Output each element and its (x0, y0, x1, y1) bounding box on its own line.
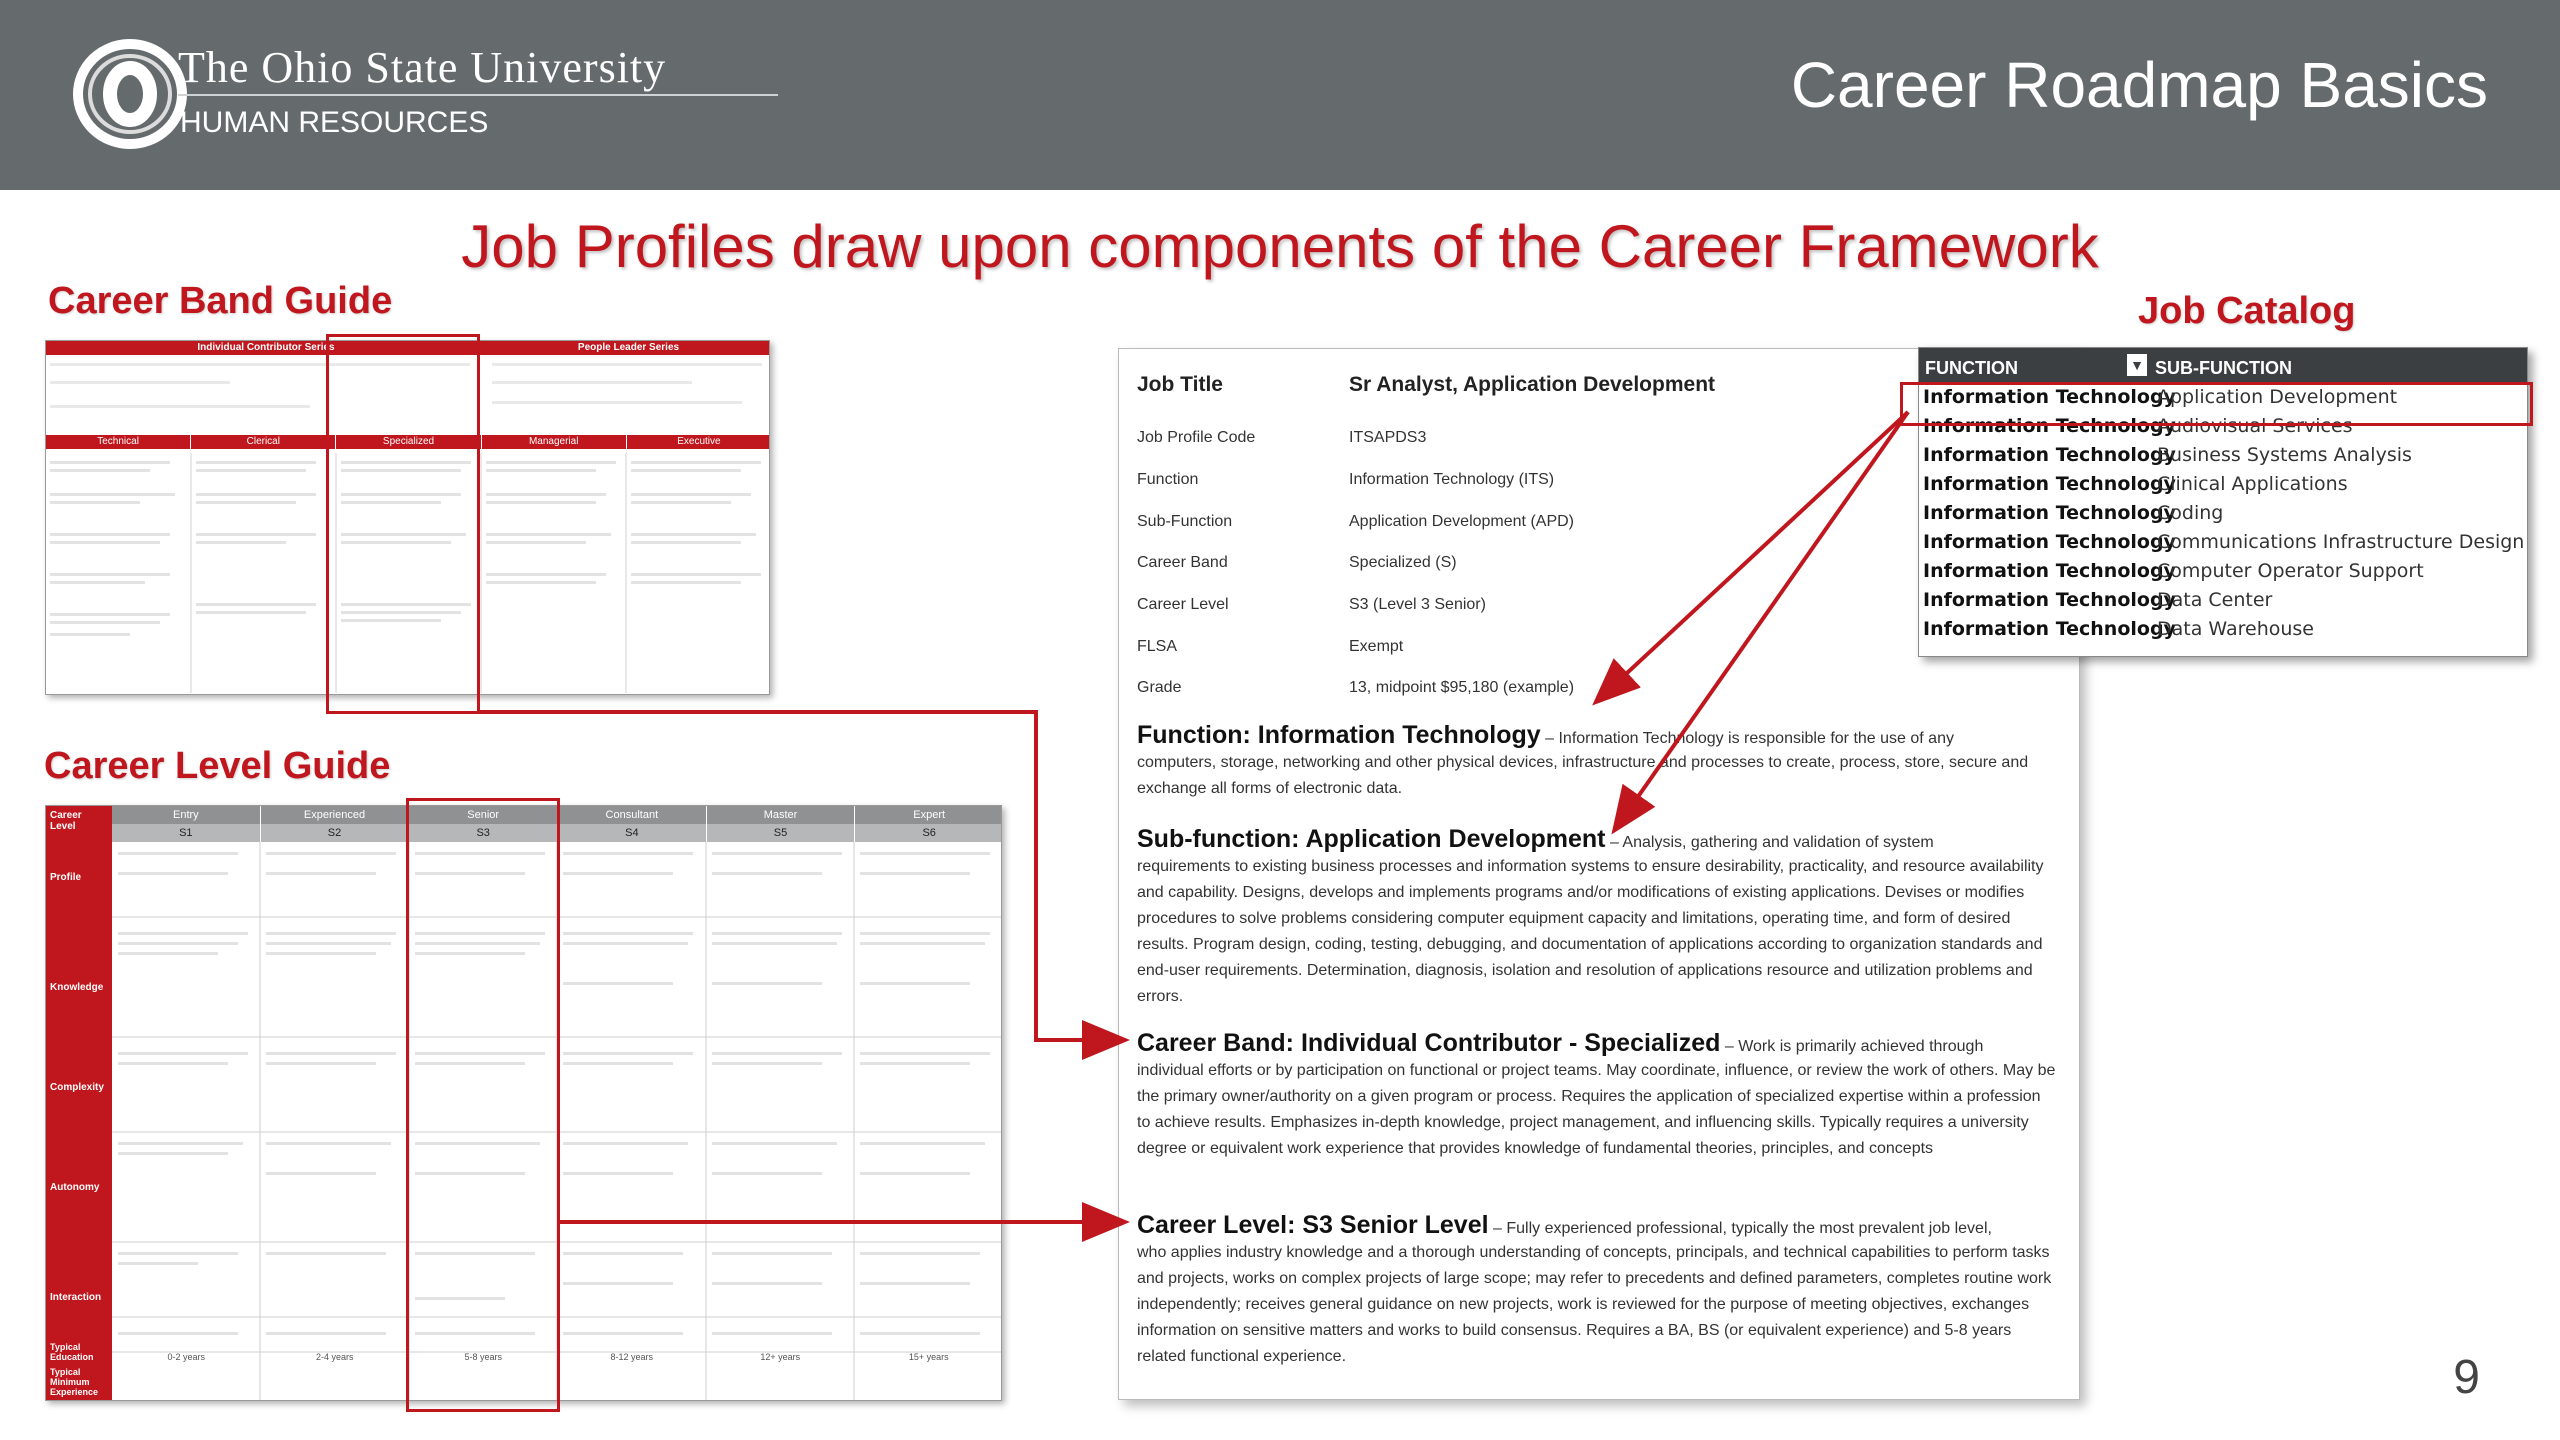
level-row-label: Profile (50, 872, 82, 883)
level-row-label: Typical Minimum Experience (50, 1367, 99, 1397)
filter-icon[interactable]: ▼ (2127, 354, 2147, 376)
level-years: 15+ years (908, 1352, 949, 1362)
ohio-state-block-o-logo-icon (70, 38, 190, 150)
catalog-subfunction: Business Systems Analysis (2157, 444, 2412, 466)
header-divider (178, 94, 778, 96)
level-row-header-column (46, 842, 112, 1401)
level-name: Experienced (261, 806, 410, 824)
subfunction-body: requirements to existing business processes and information systems to ensure desirability, practicality, and resource availability and capability. Designs, develops and implements programs and/or modifications of existing applications. Devises or modifies procedures to solve problems considering computer equipment capacity and limitations, operating time, and form of desired results. Program design, coding, testing, debugging, and documentation of applications according to organization standards and end-user requirements. Determination, diagnosis, isolation and resolution of applications resource and utilization problems and errors. (1137, 858, 2044, 1005)
field-value: 13, midpoint $95,180 (example) (1349, 679, 1575, 696)
catalog-subfunction: Data Warehouse (2157, 618, 2315, 640)
catalog-subfunction: Data Center (2157, 589, 2273, 611)
function-lead: – Information Technology is responsible for the use of any (1545, 730, 1954, 747)
catalog-subfunction: Audiovisual Services (2157, 415, 2353, 437)
level-code: S3 (409, 824, 558, 842)
catalog-subfunction: Clinical Applications (2157, 473, 2348, 495)
career-band-body: individual efforts or by participation on functional or project teams. May coordinate, influence, or review the work of others. May be the primary owner/authority on a given program or process. Requires the application of specialized expertise within a profession to achieve results. Emphasizes in-depth knowledge, project management, and influencing skills. Typically requires a university degree or equivalent work experience that provides knowledge of fundamental theories, principles, and concepts (1137, 1062, 2056, 1157)
band-header: Specialized (336, 435, 481, 449)
level-name: Expert (855, 806, 1002, 824)
catalog-function: Information Technology (1923, 415, 2176, 437)
field-label: FLSA (1137, 638, 1178, 655)
function-body: computers, storage, networking and other physical devices, infrastructure and processes to create, process, store, secure and exchange all forms of electronic data. (1137, 754, 2029, 797)
catalog-selected-row-highlight (1900, 382, 2533, 426)
function-block (1137, 721, 2057, 802)
catalog-function: Information Technology (1923, 473, 2176, 495)
band-header: Executive (627, 435, 770, 449)
field-label: Job Profile Code (1137, 429, 1256, 446)
field-label: Career Level (1137, 596, 1229, 613)
field-label: Sub-Function (1137, 513, 1233, 530)
level-code: S5 (707, 824, 856, 842)
level-years: 0-2 years (167, 1352, 206, 1362)
job-title-value: Sr Analyst, Application Development (1349, 373, 1716, 396)
level-row-label: Typical Education (50, 1342, 94, 1362)
catalog-subfunction: Application Development (2157, 386, 2398, 408)
department-name: HUMAN RESOURCES (180, 106, 489, 139)
level-name: Master (707, 806, 856, 824)
catalog-subfunction: Computer Operator Support (2157, 560, 2424, 582)
band-group-header: Individual Contributor Series (46, 341, 486, 355)
level-row-label: Knowledge (50, 982, 104, 993)
band-header: Managerial (482, 435, 627, 449)
career-level-lead: – Fully experienced professional, typically the most prevalent job level, (1493, 1220, 1992, 1237)
catalog-function: Information Technology (1923, 560, 2176, 582)
level-name: Senior (409, 806, 558, 824)
field-value: ITSAPDS3 (1349, 429, 1427, 446)
level-code: S4 (558, 824, 707, 842)
career-band-guide-label: Career Band Guide (48, 280, 393, 322)
level-code: S1 (112, 824, 261, 842)
subfunction-lead: – Analysis, gathering and validation of system (1609, 834, 1934, 851)
catalog-col-subfunction: SUB-FUNCTION (2155, 358, 2292, 378)
function-title: Function: Information Technology (1137, 721, 1541, 749)
career-level-guide-label: Career Level Guide (44, 745, 391, 787)
career-level-block (1137, 1211, 2057, 1370)
job-title-label: Job Title (1137, 373, 1223, 396)
level-row-label: Interaction (50, 1292, 102, 1303)
job-catalog-label: Job Catalog (2138, 290, 2356, 332)
career-level-title: Career Level: S3 Senior Level (1137, 1211, 1489, 1239)
level-name: Consultant (558, 806, 707, 824)
career-band-title: Career Band: Individual Contributor - Specialized (1137, 1029, 1721, 1057)
level-row-label: Complexity (50, 1082, 104, 1093)
career-band-lead: – Work is primarily achieved through (1724, 1038, 1984, 1055)
level-corner-header: Career Level (46, 806, 112, 842)
catalog-subfunction: Coding (2157, 502, 2224, 524)
band-header: Clerical (191, 435, 336, 449)
level-code: S6 (855, 824, 1002, 842)
catalog-function: Information Technology (1923, 386, 2176, 408)
subfunction-title: Sub-function: Application Development (1137, 825, 1606, 853)
catalog-subfunction: Communications Infrastructure Design (2157, 531, 2525, 553)
field-value: S3 (Level 3 Senior) (1349, 596, 1486, 613)
field-label: Function (1137, 471, 1199, 488)
level-years: 12+ years (760, 1352, 801, 1362)
subfunction-block (1137, 825, 2057, 1010)
level-code: S2 (261, 824, 410, 842)
level-name: Entry (112, 806, 261, 824)
field-label: Grade (1137, 679, 1182, 696)
catalog-function: Information Technology (1923, 531, 2176, 553)
field-label: Career Band (1137, 554, 1228, 571)
level-row-label: Autonomy (50, 1182, 100, 1193)
catalog-function: Information Technology (1923, 502, 2176, 524)
catalog-header (1919, 348, 2528, 382)
field-value: Information Technology (ITS) (1349, 471, 1555, 488)
level-years: 2-4 years (315, 1352, 354, 1362)
career-band-block (1137, 1029, 2057, 1162)
field-value: Application Development (APD) (1349, 513, 1574, 530)
catalog-function: Information Technology (1923, 618, 2176, 640)
page-number: 9 (2453, 1351, 2480, 1404)
university-name: The Ohio State University (178, 43, 667, 92)
slide-headline: Job Profiles draw upon components of the Career Framework (461, 213, 2099, 280)
slide-header (0, 0, 2560, 190)
deck-title: Career Roadmap Basics (1790, 49, 2488, 121)
career-level-body: who applies industry knowledge and a thorough understanding of concepts, principals, and technical capabilities to perform tasks and projects, works on complex projects of large scope; may refer to precedents and defined parameters, completes routine work independently; receives general guidance on new projects, work is reviewed for the purpose of meeting objectives, exchanges information on sensitive matters and works to build consensus. Requires a BA, BS (or equivalent experience) and 5-8 years related functional experience. (1137, 1244, 2052, 1365)
catalog-function: Information Technology (1923, 444, 2176, 466)
level-years: 8-12 years (610, 1352, 654, 1362)
specialized-band-highlight (326, 334, 480, 714)
field-value: Specialized (S) (1349, 554, 1457, 571)
band-group-header: People Leader Series (486, 341, 770, 355)
senior-level-highlight (406, 798, 560, 1412)
band-header: Technical (46, 435, 191, 449)
catalog-col-function: FUNCTION (1925, 358, 2018, 378)
level-years: 5-8 years (464, 1352, 503, 1362)
field-value: Exempt (1349, 638, 1404, 655)
catalog-function: Information Technology (1923, 589, 2176, 611)
